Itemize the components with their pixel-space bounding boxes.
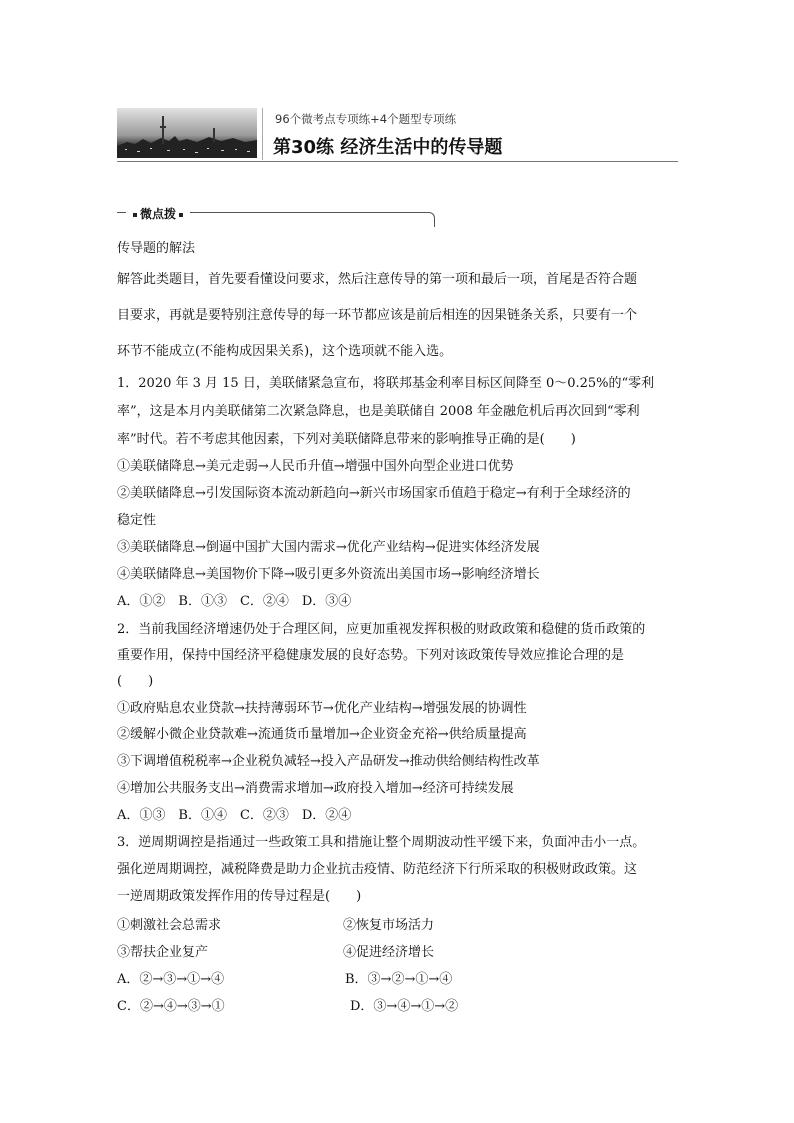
q3-option: D．③→④→①→②	[350, 999, 459, 1014]
header-banner-image	[117, 108, 257, 158]
intro-line: 解答此类题目，首先要看懂设问要求，然后注意传导的第一项和最后一项，首尾是否符合题	[117, 272, 638, 287]
q2-stem: ( )	[117, 674, 154, 689]
q3-option: A．②→③→①→④	[117, 972, 225, 987]
q1-item: ②美联储降息→引发国际资本流动新趋向→新兴市场国家币值趋于稳定→有利于全球经济的	[117, 486, 631, 501]
q3-stem: 强化逆周期调控，减税降费是助力企业抗击疫情、防范经济下行所采取的积极财政政策。这	[117, 862, 638, 877]
q2-item: ①政府贴息农业贷款→扶持薄弱环节→优化产业结构→增强发展的协调性	[117, 701, 527, 716]
q3-item: ②恢复市场活力	[343, 918, 435, 933]
header-divider	[262, 108, 263, 160]
square-icon	[133, 213, 137, 217]
intro-line: 目要求，再就是要特别注意传导的每一环节都应该是前后相连的因果链条关系，只要有一个	[117, 308, 638, 323]
header-rule	[117, 161, 678, 162]
q3-item: ④促进经济增长	[343, 945, 435, 960]
q2-item: ②缓解小微企业贷款难→流通货币量增加→企业资金充裕→供给质量提高	[117, 727, 527, 742]
q2-stem: 重要作用，保持中国经济平稳健康发展的良好态势。下列对该政策传导效应推论合理的是	[117, 648, 625, 663]
q2-item: ③下调增值税税率→企业税负减轻→投入产品研发→推动供给侧结构性改革	[117, 754, 540, 769]
q1-item: ④美联储降息→美国物价下降→吸引更多外资流出美国市场→影响经济增长	[117, 567, 540, 582]
q3-stem: 一逆周期政策发挥作用的传导过程是( )	[117, 889, 362, 904]
q3-option: C．②→④→③→①	[117, 999, 225, 1014]
q3-item: ③帮扶企业复产	[117, 945, 209, 960]
header-subtitle: 96个微考点专项练+4个题型专项练	[275, 112, 457, 126]
q3-option: B．③→②→①→④	[345, 972, 453, 987]
q2-stem: 2．当前我国经济增速仍处于合理区间，应更加重视发挥积极的财政政策和稳健的货币政策的	[117, 622, 646, 637]
page-title: 第30练 经济生活中的传导题	[273, 137, 503, 158]
q1-stem: 率”，这是本月内美联储第二次紧急降息，也是美联储自 2008 年金融危机后再次回到“零利	[117, 404, 640, 419]
square-icon	[179, 213, 183, 217]
q1-item: ③美联储降息→倒逼中国扩大国内需求→优化产业结构→促进实体经济发展	[117, 540, 540, 555]
q2-options: A．①③ B．①④ C．②③ D．②④	[117, 808, 352, 823]
tip-box-label-text: 微点拨	[140, 207, 177, 221]
q3-item: ①刺激社会总需求	[117, 918, 222, 933]
q2-item: ④增加公共服务支出→消费需求增加→政府投入增加→经济可持续发展	[117, 781, 514, 796]
tip-box-label	[126, 205, 190, 222]
q3-stem: 3．逆周期调控是指通过一些政策工具和措施让整个周期波动性平缓下来，负面冲击小一点。	[117, 835, 646, 850]
q1-stem: 率”时代。若不考虑其他因素，下列对美联储降息带来的影响推导正确的是( )	[117, 432, 576, 447]
q1-item: ①美联储降息→美元走弱→人民币升值→增强中国外向型企业进口优势	[117, 459, 514, 474]
intro-heading: 传导题的解法	[117, 241, 196, 256]
intro-line: 环节不能成立(不能构成因果关系)，这个选项就不能入选。	[117, 344, 453, 359]
q1-item: 稳定性	[117, 513, 157, 528]
q1-stem: 1．2020 年 3 月 15 日，美联储紧急宣布，将联邦基金利率目标区间降至 0～0.25%的“零利	[117, 376, 655, 391]
q1-options: A．①② B．①③ C．②④ D．③④	[117, 594, 352, 609]
